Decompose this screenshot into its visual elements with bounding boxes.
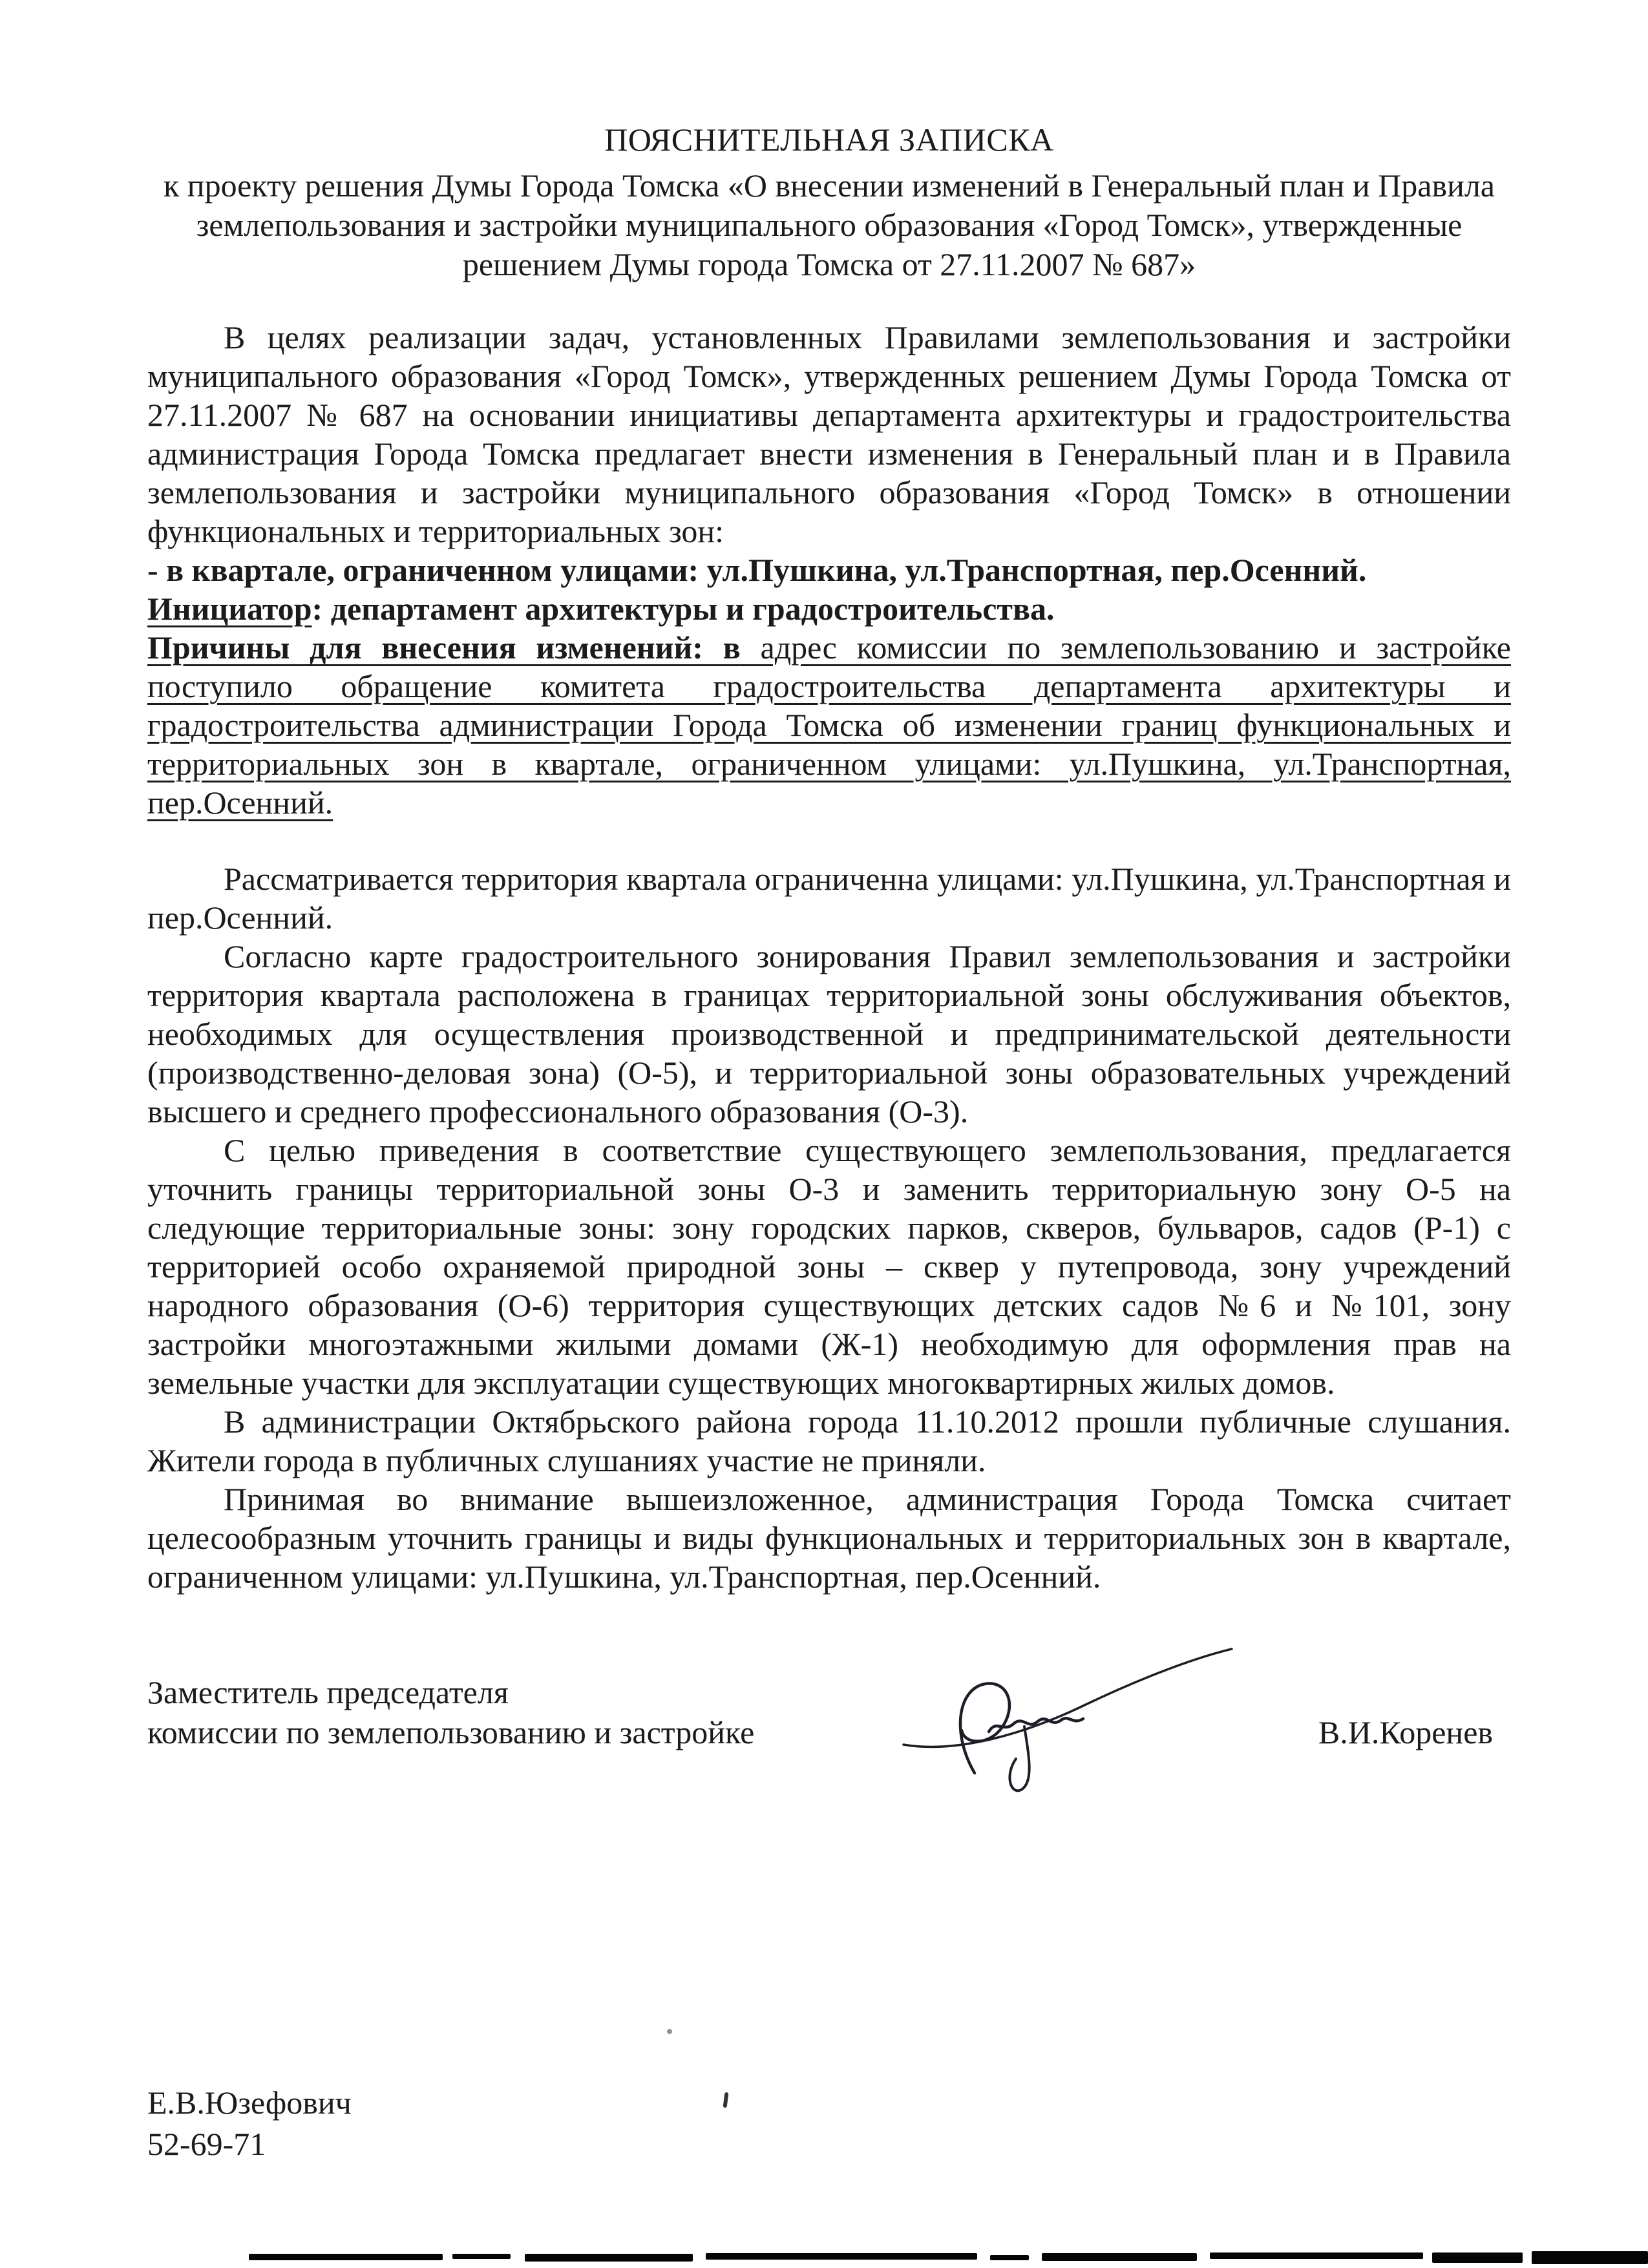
- paragraph-zoning: Согласно карте градостроительного зонирования Правил землепользования и застройки территория квартала расположена в границах территориальной зоны обслуживания объектов, необходимых для осуществления производственной и предпринимательской деятельности (производственно-деловая зона) (О-5), и территориальной зоны образовательных учреждений высшего и среднего профессионального образования (О-3).: [147, 938, 1511, 1129]
- paragraph-intro: В целях реализации задач, установленных Правилами землепользования и застройки муниципального образования «Город Томск», утвержденных решением Думы Города Томска от 27.11.2007 № 687 на основании инициативы департамента архитектуры и градостроительства администрация Города Томска предлагает внести изменения в Генеральный план и в Правила землепользования и застройки муниципального образования «Город Томск» в отношении функциональных и территориальных зон:: [147, 319, 1511, 549]
- reasons-label: Причины для внесения изменений: в: [147, 629, 741, 666]
- document-body: [147, 120, 1511, 1596]
- paragraph-initiator: [147, 589, 1511, 628]
- signer-role-line2: комиссии по землепользованию и застройке: [147, 1714, 755, 1750]
- executor-phone: 52-69-71: [147, 2126, 266, 2162]
- paragraph-reasons: [147, 628, 1511, 822]
- scan-speck: [723, 2092, 729, 2108]
- signer-name: В.И.Коренев: [1318, 1714, 1493, 1750]
- signer-role-line1: Заместитель председателя: [147, 1674, 509, 1710]
- executor-block: [147, 2082, 352, 2165]
- handwritten-signature-icon: [892, 1636, 1241, 1804]
- executor-name: Е.В.Юзефович: [147, 2084, 352, 2121]
- paragraph-territory: Рассматривается территория квартала ограниченна улицами: ул.Пушкина, ул.Транспортная и пер.Осенний.: [147, 861, 1511, 936]
- document-title: ПОЯСНИТЕЛЬНАЯ ЗАПИСКА: [604, 121, 1054, 158]
- reasons-rest: адрес комиссии по землепользованию и застройке поступило обращение комитета градостроительства департамента архитектуры и градостроительства администрации Города Томска об изменении границ функциональных и территориальных зон в квартале, ограниченном улицами: ул.Пушкина, ул.Транспортная, пер.Осенний.: [147, 629, 1511, 821]
- document-subtitle: к проекту решения Думы Города Томска «О внесении изменений в Генеральный план и Правила землепользования и застройки муниципального образования «Город Томск», утвержденные решением Думы города Томска от 27.11.2007 № 687»: [164, 167, 1495, 282]
- scan-speck: [667, 2029, 672, 2034]
- initiator-label: Инициатор: [147, 591, 312, 627]
- signer-role: [147, 1672, 754, 1752]
- paragraph-proposal: С целью приведения в соответствие существующего землепользования, предлагается уточнить границы территориальной зоны О-3 и заменить территориальную зону О-5 на следующие территориальные зоны: зону городских парков, скверов, бульваров, садов (Р-1) с территорией особо охраняемой природной зоны – сквер у путепровода, зону учреждений народного образования (О-6) территория существующих детских садов №6 и №101, зону застройки многоэтажными жилыми домами (Ж-1) необходимую для оформления прав на земельные участки для эксплуатации существующих многоквартирных жилых домов.: [147, 1132, 1511, 1401]
- signature-block: [147, 1672, 1511, 1752]
- paragraph-hearings: В администрации Октябрьского района города 11.10.2012 прошли публичные слушания. Жители города в публичных слушаниях участие не приняли.: [147, 1403, 1511, 1478]
- paragraph-quarter: - в квартале, ограниченном улицами: ул.Пушкина, ул.Транспортная, пер.Осенний.: [147, 552, 1367, 588]
- initiator-rest: : департамент архитектуры и градостроительства.: [312, 591, 1055, 627]
- paragraph-conclusion: Принимая во внимание вышеизложенное, администрация Города Томска считает целесообразным уточнить границы и виды функциональных и территориальных зон в квартале, ограниченном улицами: ул.Пушкина, ул.Транспортная, пер.Осенний.: [147, 1481, 1511, 1595]
